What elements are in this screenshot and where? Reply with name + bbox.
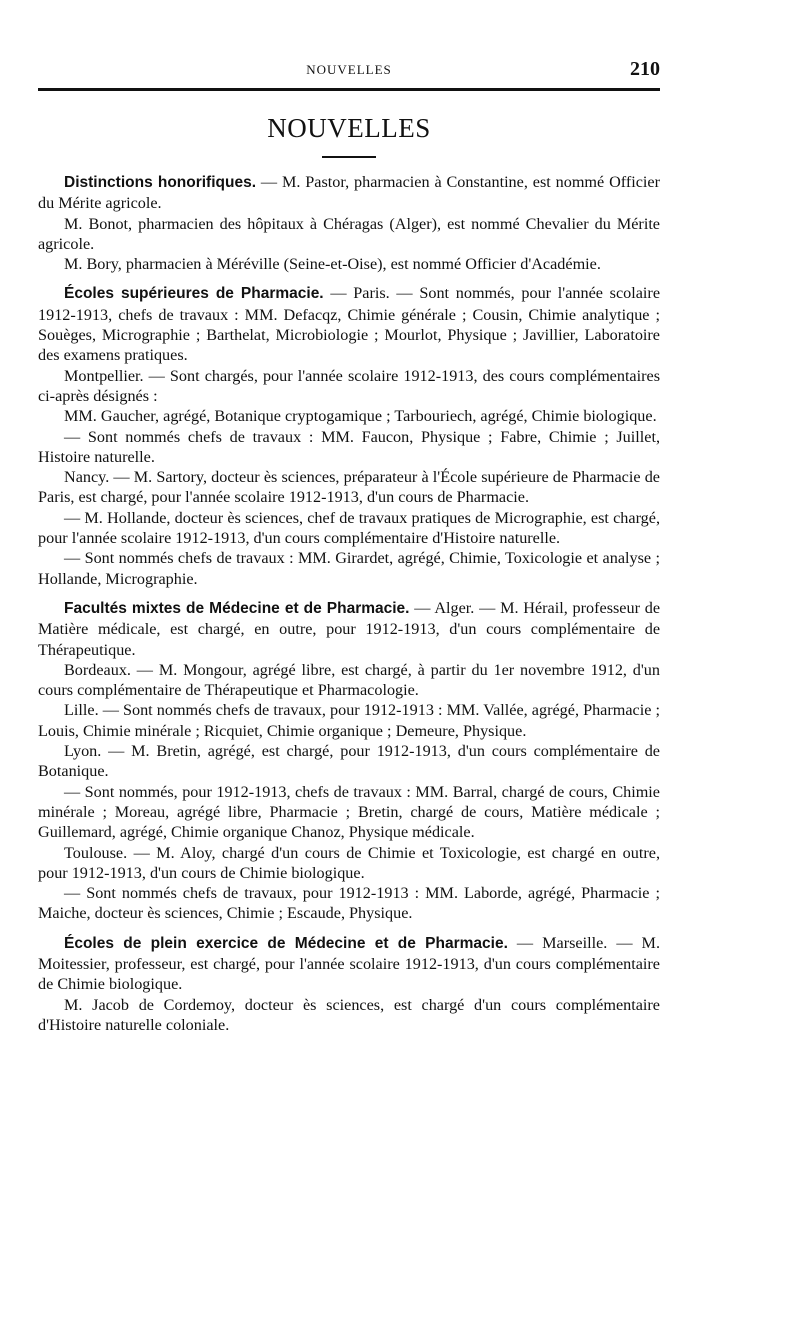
paragraph-text: — M. Pastor, pharmacien à Constantine, est nommé Officier du Mérite agricole. bbox=[38, 173, 661, 213]
paragraph-ecoles-plein-exercice bbox=[38, 933, 660, 995]
paragraph-text: Lille. — Sont nommés chefs de travaux, pour 1912-1913 : MM. Vallée, agrégé, Pharmacie ; Louis, Chimie minérale ; Ricquiet, Chimie organique ; Demeure, Physique. bbox=[38, 701, 660, 740]
paragraph-text: Lyon. — M. Bretin, agrégé, est chargé, pour 1912-1913, d'un cours complémentaire de Botanique. bbox=[38, 742, 660, 781]
section-heading-ecoles-superieures: Écoles supérieures de Pharmacie. bbox=[64, 285, 324, 303]
paragraph-text: — Sont nommés, pour 1912-1913, chefs de travaux : MM. Barral, chargé de cours, Chimie minérale ; Moreau, agrégé libre, Pharmacie ; Bretin, chargé de cours, Matière médicale ; Guillemard, agrégé, Chimie organique Chanoz, Physique médicale. bbox=[38, 782, 660, 842]
article-body bbox=[38, 172, 660, 1035]
paragraph-text: M. Bonot, pharmacien des hôpitaux à Chéragas (Alger), est nommé Chevalier du Mérite agricole. bbox=[38, 214, 660, 253]
page bbox=[38, 58, 660, 1035]
paragraph-text: Montpellier. — Sont chargés, pour l'année scolaire 1912-1913, des cours complémentaires ci-après désignés : bbox=[38, 366, 660, 405]
running-title: NOUVELLES bbox=[306, 62, 392, 77]
paragraph-facultes-mixtes bbox=[38, 598, 660, 660]
title-rule bbox=[322, 156, 376, 158]
paragraph-text: Toulouse. — M. Aloy, chargé d'un cours de Chimie et Toxicologie, est chargé en outre, pour 1912-1913, d'un cours de Chimie biologique. bbox=[38, 843, 660, 882]
section-heading-distinctions: Distinctions honorifiques. bbox=[64, 174, 257, 191]
paragraph-text: — M. Hollande, docteur ès sciences, chef de travaux pratiques de Micrographie, est chargé, pour l'année scolaire 1912-1913, d'un cours complémentaire d'Histoire naturelle. bbox=[38, 508, 660, 548]
section-heading-facultes-mixtes: Facultés mixtes de Médecine et de Pharmacie. bbox=[64, 599, 410, 617]
paragraph-text: M. Jacob de Cordemoy, docteur ès sciences, est chargé d'un cours complémentaire d'Histoire naturelle coloniale. bbox=[38, 995, 660, 1034]
paragraph-text: — Marseille. — M. Moitessier, professeur, est chargé, pour l'année scolaire 1912-1913, d'un cours complémentaire de Chimie biologique. bbox=[38, 933, 660, 994]
header-rule bbox=[38, 88, 660, 91]
paragraph-ecoles-superieures bbox=[38, 283, 660, 365]
paragraph-text: — Sont nommés chefs de travaux : MM. Faucon, Physique ; Fabre, Chimie ; Juillet, Histoire naturelle. bbox=[38, 427, 660, 466]
section-heading-ecoles-plein-exercice: Écoles de plein exercice de Médecine et de Pharmacie. bbox=[64, 934, 508, 952]
paragraph-distinctions bbox=[38, 172, 660, 214]
paragraph-text: MM. Gaucher, agrégé, Botanique cryptogamique ; Tarbouriech, agrégé, Chimie biologique. bbox=[64, 407, 657, 426]
paragraph-text: Bordeaux. — M. Mongour, agrégé libre, est chargé, à partir du 1er novembre 1912, d'un cours complémentaire de Thérapeutique et Pharmacologie. bbox=[38, 660, 660, 700]
paragraph-text: — Sont nommés chefs de travaux : MM. Girardet, agrégé, Chimie, Toxicologie et analyse ; Hollande, Micrographie. bbox=[38, 549, 660, 588]
page-number: 210 bbox=[630, 58, 660, 80]
article-title: NOUVELLES bbox=[267, 113, 431, 143]
paragraph-text: M. Bory, pharmacien à Méréville (Seine-et-Oise), est nommé Officier d'Académie. bbox=[64, 255, 601, 274]
paragraph-text: — Paris. — Sont nommés, pour l'année scolaire 1912-1913, chefs de travaux : MM. Defacqz, Chimie générale ; Cousin, Chimie analytique ; Souèges, Micrographie ; Barthelat, Microbiologie ; Mourlot, Physique ; Javillier, Laboratoire des examens pratiques. bbox=[38, 284, 661, 365]
paragraph-text: — Alger. — M. Hérail, professeur de Matière médicale, est chargé, en outre, pour 1912-1913, d'un cours complémentaire de Thérapeutique. bbox=[38, 598, 661, 659]
paragraph-text: — Sont nommés chefs de travaux, pour 1912-1913 : MM. Laborde, agrégé, Pharmacie ; Maiche, docteur ès sciences, Chimie ; Escaude, Physique. bbox=[38, 884, 660, 923]
paragraph-text: Nancy. — M. Sartory, docteur ès sciences, préparateur à l'École supérieure de Pharmacie de Paris, est chargé, pour l'année scolaire 1912-1913, d'un cours de Pharmacie. bbox=[38, 468, 660, 507]
running-head bbox=[38, 58, 660, 84]
